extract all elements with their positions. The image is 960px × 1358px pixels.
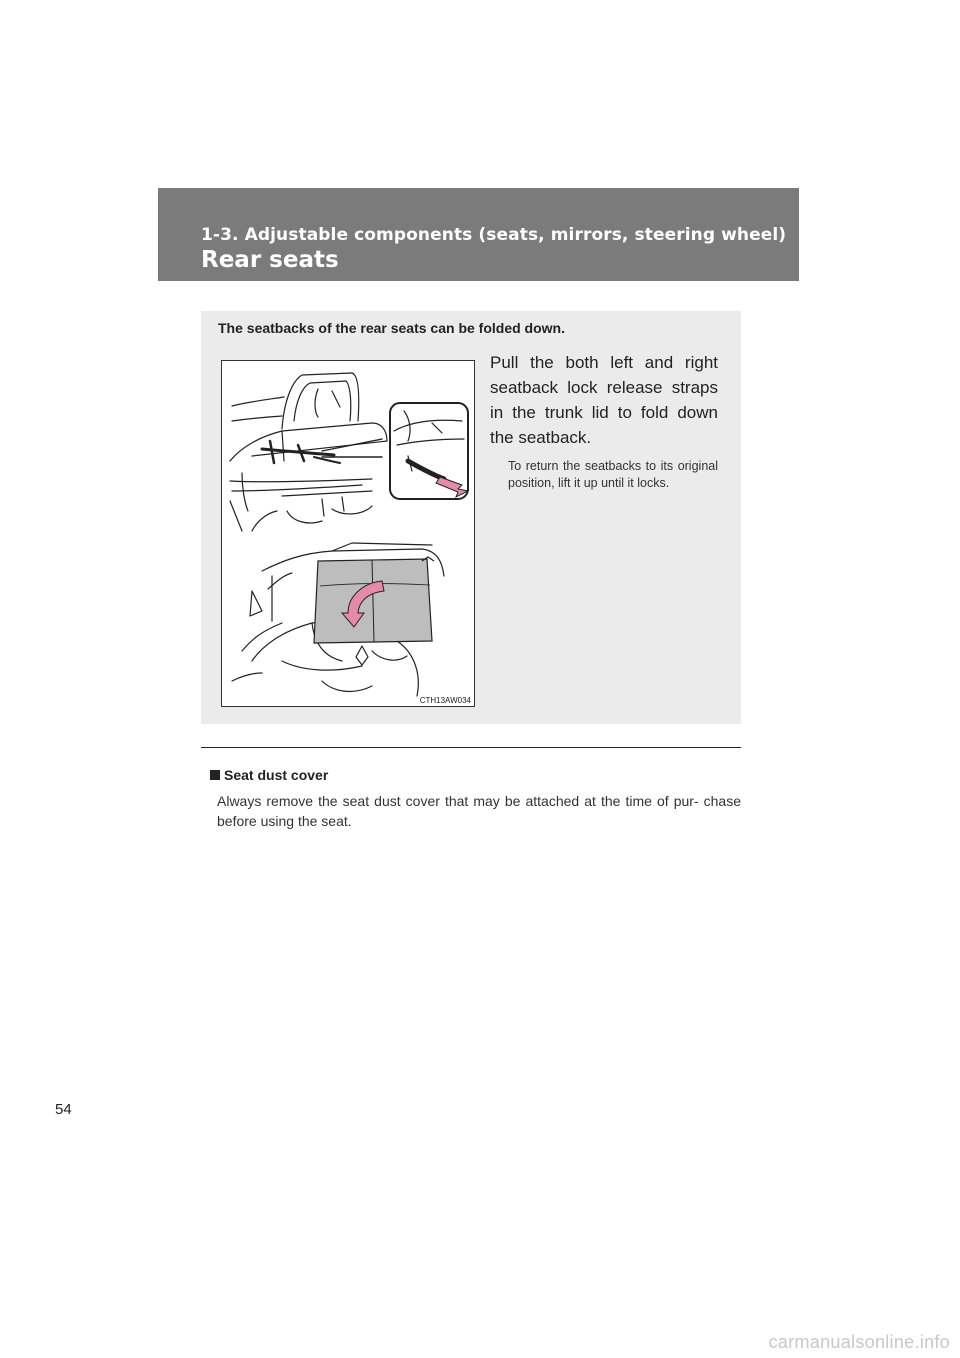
section-label: 1-3. Adjustable components (seats, mirrors, steering wheel): [201, 225, 787, 245]
page-title: Rear seats: [201, 247, 339, 273]
square-bullet-icon: [210, 770, 220, 780]
figure-code: CTH13AW034: [419, 696, 471, 705]
section-divider: [201, 747, 741, 748]
illustration-drawing: [222, 361, 474, 706]
intro-text: The seatbacks of the rear seats can be folded down.: [218, 320, 565, 336]
step-note: To return the seatbacks to its original position, lift it up until it locks.: [508, 459, 718, 490]
dust-cover-heading-text: Seat dust cover: [224, 767, 329, 783]
watermark: carmanualsonline.info: [768, 1332, 950, 1352]
dust-cover-heading: [210, 767, 328, 783]
step-instruction: Pull the both left and right seatback lock release straps in the trunk lid to fold down the seatback.: [490, 353, 718, 447]
rear-seat-illustration: [221, 360, 475, 707]
page-number: 54: [55, 1101, 72, 1118]
dust-cover-body: Always remove the seat dust cover that may be attached at the time of pur- chase before using the seat.: [217, 793, 741, 829]
